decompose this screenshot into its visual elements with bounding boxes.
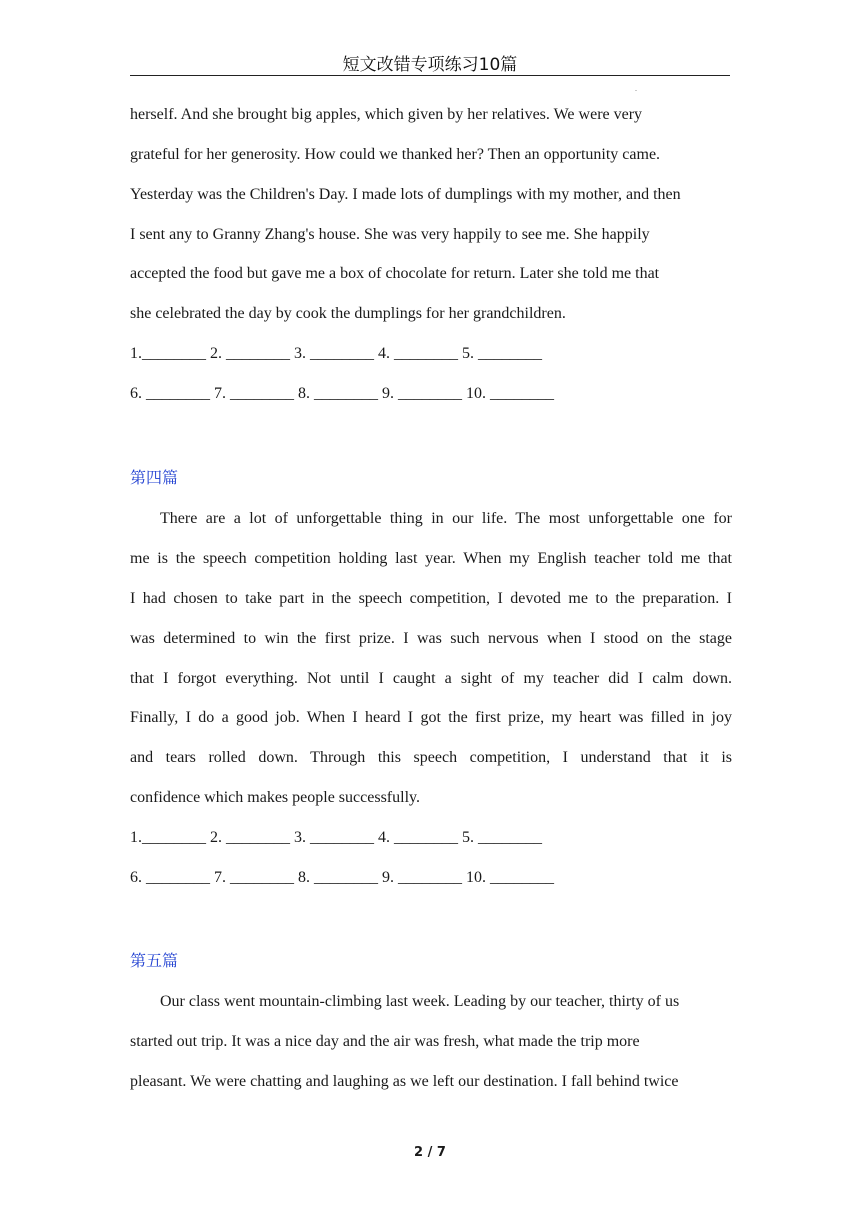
text-line: Our class went mountain-climbing last week. Leading by our teacher, thirty of us: [160, 993, 680, 1010]
text-line: Finally, I do a good job. When I heard I got the first prize, my heart was filled in joy: [130, 709, 732, 726]
text-line: herself. And she brought big apples, which given by her relatives. We were very: [130, 106, 643, 123]
text-line: started out trip. It was a nice day and the air was fresh, what made the trip more: [130, 1033, 640, 1050]
section-heading: 第四篇: [130, 468, 179, 487]
header-divider: [130, 75, 730, 76]
text-line: I had chosen to take part in the speech competition, I devoted me to the preparation. I: [130, 590, 732, 607]
answer-blanks: 1.________ 2. ________ 3. ________ 4. ________ 5. ________: [130, 829, 542, 846]
text-line: pleasant. We were chatting and laughing as we left our destination. I fall behind twice: [130, 1073, 679, 1090]
page-header-title: 短文改错专项练习10篇: [342, 55, 518, 75]
answer-blanks: 6. ________ 7. ________ 8. ________ 9. ________ 10. ________: [130, 869, 554, 886]
text-line: and tears rolled down. Through this speech competition, I understand that it is: [130, 749, 732, 766]
section-heading: 第五篇: [130, 951, 179, 970]
text-line: There are a lot of unforgettable thing in our life. The most unforgettable one for: [160, 510, 732, 527]
header-mark: .: [635, 84, 637, 93]
answer-blanks: 1.________ 2. ________ 3. ________ 4. ________ 5. ________: [130, 345, 542, 362]
text-line: accepted the food but gave me a box of chocolate for return. Later she told me that: [130, 265, 660, 282]
text-line: me is the speech competition holding last year. When my English teacher told me that: [130, 550, 732, 567]
text-line: grateful for her generosity. How could we thanked her? Then an opportunity came.: [130, 146, 661, 163]
text-line: that I forgot everything. Not until I caught a sight of my teacher did I calm down.: [130, 670, 732, 687]
text-line: was determined to win the first prize. I was such nervous when I stood on the stage: [130, 630, 732, 647]
text-line: Yesterday was the Children's Day. I made lots of dumplings with my mother, and then: [130, 186, 681, 203]
text-line: confidence which makes people successfully.: [130, 789, 420, 806]
text-line: I sent any to Granny Zhang's house. She was very happily to see me. She happily: [130, 226, 650, 243]
page-number: 2 / 7: [414, 1145, 446, 1160]
text-line: she celebrated the day by cook the dumplings for her grandchildren.: [130, 305, 566, 322]
answer-blanks: 6. ________ 7. ________ 8. ________ 9. ________ 10. ________: [130, 385, 554, 402]
